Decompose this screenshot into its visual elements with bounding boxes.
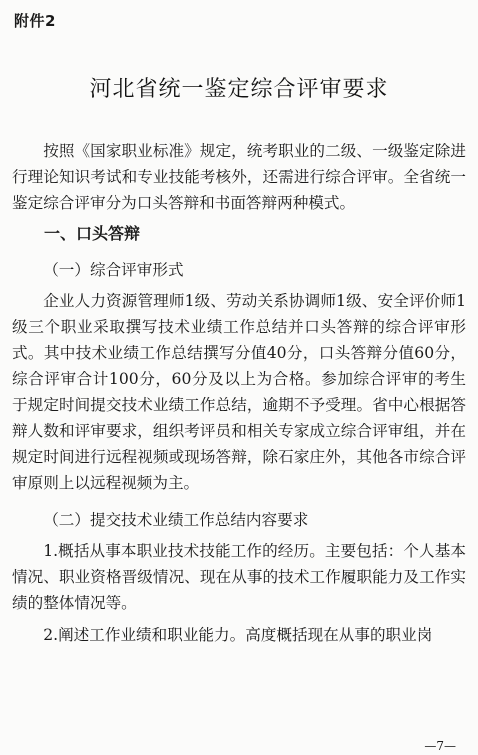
page-number: —7— [424,739,456,753]
attachment-label: 附件2 [14,12,56,30]
subsection-heading-summary-requirements: （二）提交技术业绩工作总结内容要求 [43,511,309,529]
requirement-item-2: 2.阐述工作业绩和职业能力。高度概括现在从事的职业岗 [43,626,433,644]
document-title: 河北省统一鉴定综合评审要求 [89,77,389,102]
intro-paragraph: 按照《国家职业标准》规定，统考职业的二级、一级鉴定除进行理论知识考试和专业技能考核外，还需进行综合评审。全省统一鉴定综合评审分为口头答辩和书面答辩两种模式。 [12,142,466,212]
document-body [12,138,466,648]
section-heading-oral-defense: 一、口头答辩 [44,224,141,243]
requirement-item-1: 1.概括从事本职业技术技能工作的经历。主要包括：个人基本情况、职业资格晋级情况、现在从事的技术工作履职能力及工作实绩的整体情况等。 [12,542,466,612]
subsection-heading-review-format: （一）综合评审形式 [43,261,184,279]
review-format-paragraph: 企业人力资源管理师1级、劳动关系协调师1级、安全评价师1级三个职业采取撰写技术业绩工作总结并口头答辩的综合评审形式。其中技术业绩工作总结撰写分值40分，口头答辩分值60分，综合评审合计100分，60分及以上为合格。参加综合评审的考生于规定时间提交技术业绩工作总结，逾期不予受理。省中心根据答辩人数和评审要求，组织考评员和相关专家成立综合评审组，并在规定时间进行远程视频或现场答辩，除石家庄外，其他各市综合评审原则上以远程视频为主。 [12,292,466,492]
